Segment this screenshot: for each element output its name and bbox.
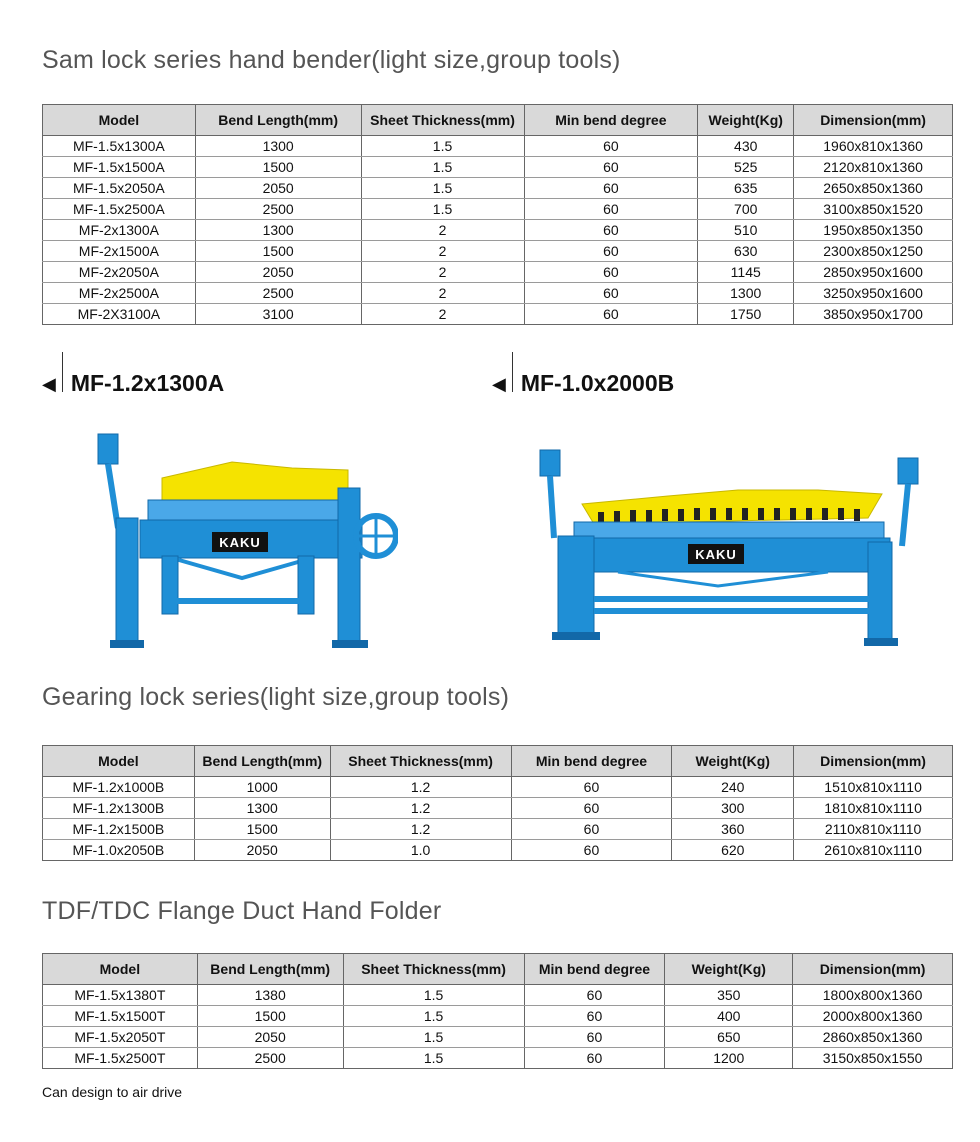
table-cell: 2 (361, 304, 524, 325)
table-cell: 1.2 (330, 819, 511, 840)
svg-text:KAKU: KAKU (695, 547, 737, 562)
table-cell: 2050 (197, 1027, 343, 1048)
table-row (43, 283, 953, 304)
table-cell: 60 (524, 283, 698, 304)
table-cell: 2050 (195, 178, 361, 199)
table-cell: 630 (698, 241, 794, 262)
table-cell: 1.5 (361, 199, 524, 220)
table-cell: 2 (361, 241, 524, 262)
table-cell: 2500 (195, 199, 361, 220)
section-title-gearing-lock: Gearing lock series(light size,group tools) (42, 683, 510, 711)
table-row (43, 304, 953, 325)
table-cell: 60 (511, 777, 672, 798)
table-cell: 1810x810x1110 (794, 798, 953, 819)
table-row (43, 777, 953, 798)
table-cell: 240 (672, 777, 794, 798)
svg-text:KAKU: KAKU (219, 535, 261, 550)
table-cell: 3100 (195, 304, 361, 325)
table-cell: 1.5 (343, 1048, 524, 1069)
table-header-row (43, 746, 953, 777)
table-cell: 1145 (698, 262, 794, 283)
table-cell: 60 (524, 262, 698, 283)
table-cell: 1300 (194, 798, 330, 819)
footnote: Can design to air drive (42, 1084, 183, 1100)
table-cell: 430 (698, 136, 794, 157)
table-cell: 60 (511, 819, 672, 840)
table-cell: 60 (524, 985, 665, 1006)
table-row (43, 1027, 953, 1048)
column-header-dimension: Dimension(mm) (794, 746, 953, 777)
column-header-bend-length: Bend Length(mm) (194, 746, 330, 777)
table-cell: 2850x950x1600 (794, 262, 953, 283)
table-cell: MF-1.0x2050B (43, 840, 195, 861)
table-cell: 1960x810x1360 (794, 136, 953, 157)
table-cell: 1300 (195, 136, 361, 157)
column-header-model: Model (43, 105, 196, 136)
triangle-left-icon: ◀ (492, 374, 506, 394)
hand-bender-machine-image-1 (92, 428, 398, 656)
divider (62, 352, 63, 392)
table-cell: 60 (524, 304, 698, 325)
table-cell: 1.5 (361, 157, 524, 178)
hand-bender-machine-image-2 (538, 446, 922, 650)
column-header-sheet-thickness: Sheet Thickness(mm) (343, 954, 524, 985)
table-cell: 3250x950x1600 (794, 283, 953, 304)
table-row (43, 136, 953, 157)
table-cell: 60 (524, 1048, 665, 1069)
table-cell: 1.2 (330, 798, 511, 819)
table-cell: 620 (672, 840, 794, 861)
table-cell: 1950x850x1350 (794, 220, 953, 241)
column-header-weight: Weight(Kg) (698, 105, 794, 136)
divider (512, 352, 513, 392)
table-row (43, 798, 953, 819)
column-header-weight: Weight(Kg) (672, 746, 794, 777)
table-cell: 2120x810x1360 (794, 157, 953, 178)
table-cell: MF-2x1300A (43, 220, 196, 241)
triangle-left-icon: ◀ (42, 374, 56, 394)
table-cell: 60 (511, 840, 672, 861)
table-cell: 2300x850x1250 (794, 241, 953, 262)
table-cell: 525 (698, 157, 794, 178)
table-cell: 1800x800x1360 (793, 985, 953, 1006)
table-cell: 60 (524, 241, 698, 262)
table-cell: 60 (524, 220, 698, 241)
table-cell: 510 (698, 220, 794, 241)
table-cell: MF-1.2x1300B (43, 798, 195, 819)
column-header-min-bend-degree: Min bend degree (524, 105, 698, 136)
section-title-tdf-tdc: TDF/TDC Flange Duct Hand Folder (42, 897, 442, 925)
table-cell: 1500 (197, 1006, 343, 1027)
table-cell: MF-1.5x2050T (43, 1027, 198, 1048)
table-cell: 1500 (194, 819, 330, 840)
table-cell: 350 (665, 985, 793, 1006)
table-cell: 1.5 (343, 1027, 524, 1048)
table-cell: 2610x810x1110 (794, 840, 953, 861)
table-cell: 360 (672, 819, 794, 840)
table-cell: 2 (361, 262, 524, 283)
column-header-model: Model (43, 954, 198, 985)
table-cell: MF-1.5x2500A (43, 199, 196, 220)
column-header-dimension: Dimension(mm) (793, 954, 953, 985)
table-cell: 3100x850x1520 (794, 199, 953, 220)
table-cell: MF-1.5x2050A (43, 178, 196, 199)
table-cell: 60 (524, 1027, 665, 1048)
table-cell: 1200 (665, 1048, 793, 1069)
table-cell: 2650x850x1360 (794, 178, 953, 199)
table-header-row (43, 105, 953, 136)
column-header-min-bend-degree: Min bend degree (524, 954, 665, 985)
table-cell: MF-2x2500A (43, 283, 196, 304)
table-cell: 1510x810x1110 (794, 777, 953, 798)
table-cell: 1.2 (330, 777, 511, 798)
table-row (43, 157, 953, 178)
table-row (43, 262, 953, 283)
column-header-bend-length: Bend Length(mm) (195, 105, 361, 136)
table-row (43, 840, 953, 861)
table-cell: 2050 (194, 840, 330, 861)
spec-table-gearing-lock (42, 745, 953, 861)
table-cell: 2 (361, 220, 524, 241)
table-cell: 3850x950x1700 (794, 304, 953, 325)
table-cell: 2050 (195, 262, 361, 283)
column-header-model: Model (43, 746, 195, 777)
table-cell: 1380 (197, 985, 343, 1006)
column-header-min-bend-degree: Min bend degree (511, 746, 672, 777)
table-cell: 1.0 (330, 840, 511, 861)
table-cell: 60 (524, 199, 698, 220)
column-header-dimension: Dimension(mm) (794, 105, 953, 136)
product-name: MF-1.0x2000B (520, 370, 675, 396)
table-cell: 1500 (195, 157, 361, 178)
table-cell: 400 (665, 1006, 793, 1027)
table-cell: MF-1.5x1380T (43, 985, 198, 1006)
table-cell: 1.5 (343, 985, 524, 1006)
table-cell: 1.5 (343, 1006, 524, 1027)
table-row (43, 199, 953, 220)
table-cell: 60 (524, 157, 698, 178)
table-row (43, 1006, 953, 1027)
table-cell: 3150x850x1550 (793, 1048, 953, 1069)
table-cell: 1300 (698, 283, 794, 304)
spec-table-tdf-tdc (42, 953, 953, 1069)
table-cell: 300 (672, 798, 794, 819)
table-cell: 60 (524, 136, 698, 157)
table-cell: 2 (361, 283, 524, 304)
table-cell: 60 (524, 178, 698, 199)
table-row (43, 1048, 953, 1069)
table-cell: 1.5 (361, 178, 524, 199)
table-cell: 1500 (195, 241, 361, 262)
column-header-sheet-thickness: Sheet Thickness(mm) (361, 105, 524, 136)
table-cell: MF-2X3100A (43, 304, 196, 325)
table-cell: 2000x800x1360 (793, 1006, 953, 1027)
table-cell: 650 (665, 1027, 793, 1048)
table-cell: 1000 (194, 777, 330, 798)
table-cell: 2500 (195, 283, 361, 304)
table-row (43, 985, 953, 1006)
table-cell: MF-1.5x1500A (43, 157, 196, 178)
table-cell: 700 (698, 199, 794, 220)
table-cell: MF-2x2050A (43, 262, 196, 283)
section-title-sam-lock: Sam lock series hand bender(light size,group tools) (42, 46, 621, 74)
table-cell: MF-1.5x1300A (43, 136, 196, 157)
table-cell: MF-1.2x1000B (43, 777, 195, 798)
table-cell: 1.5 (361, 136, 524, 157)
table-row (43, 241, 953, 262)
product-name: MF-1.2x1300A (70, 370, 225, 396)
table-cell: MF-1.2x1500B (43, 819, 195, 840)
table-cell: 60 (511, 798, 672, 819)
product-heading-2 (492, 362, 674, 397)
table-cell: MF-2x1500A (43, 241, 196, 262)
table-cell: 2110x810x1110 (794, 819, 953, 840)
table-row (43, 220, 953, 241)
table-cell: 60 (524, 1006, 665, 1027)
table-row (43, 819, 953, 840)
table-cell: 2860x850x1360 (793, 1027, 953, 1048)
table-header-row (43, 954, 953, 985)
table-cell: 1300 (195, 220, 361, 241)
table-cell: 1750 (698, 304, 794, 325)
column-header-sheet-thickness: Sheet Thickness(mm) (330, 746, 511, 777)
column-header-bend-length: Bend Length(mm) (197, 954, 343, 985)
table-cell: 635 (698, 178, 794, 199)
table-cell: 2500 (197, 1048, 343, 1069)
table-cell: MF-1.5x1500T (43, 1006, 198, 1027)
table-row (43, 178, 953, 199)
table-cell: MF-1.5x2500T (43, 1048, 198, 1069)
column-header-weight: Weight(Kg) (665, 954, 793, 985)
product-heading-1 (42, 362, 224, 397)
spec-table-sam-lock (42, 104, 953, 325)
